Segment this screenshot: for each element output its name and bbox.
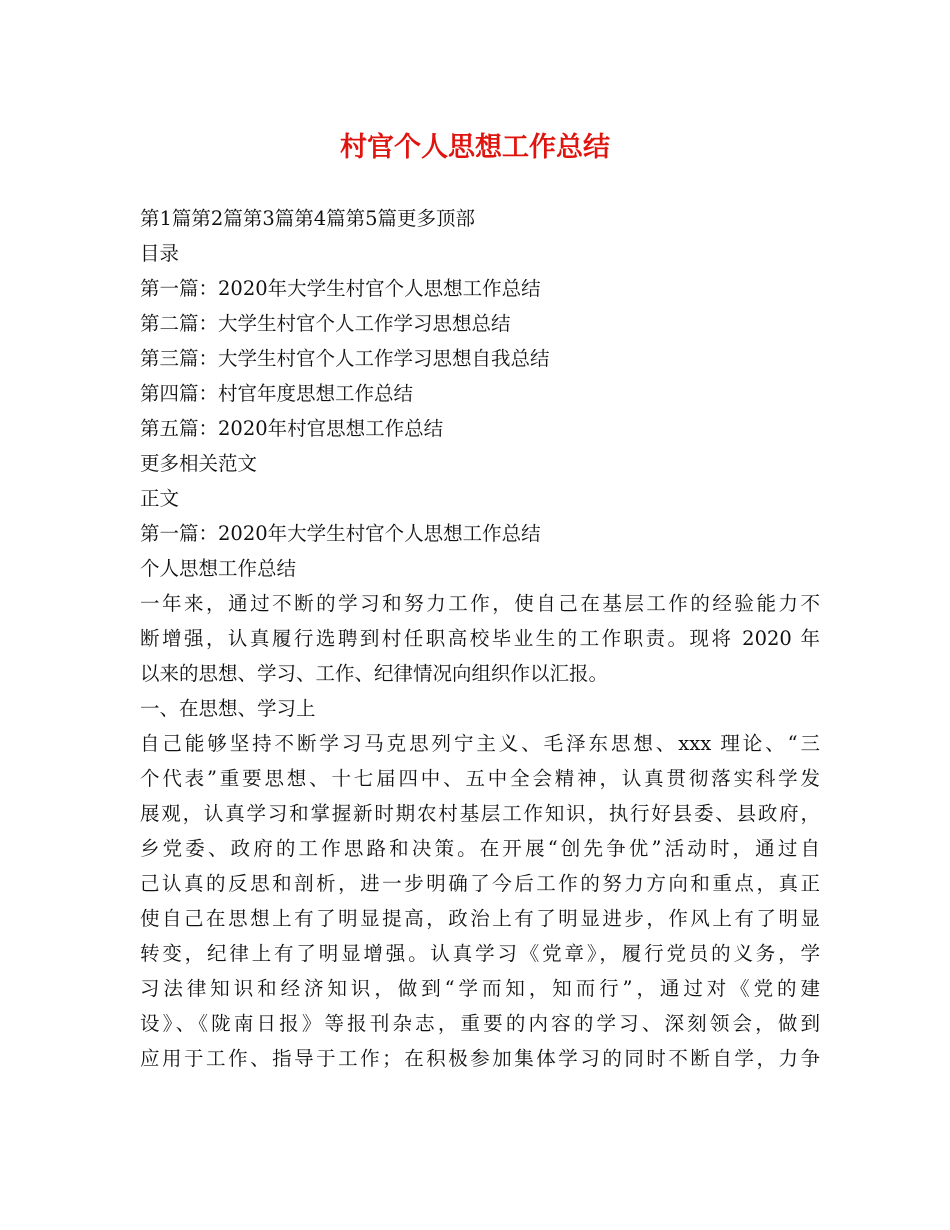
document-body (140, 201, 820, 1076)
paragraph-1-line-3: 以来的思想、学习、工作、纪律情况向组织作以汇报。 (140, 662, 609, 685)
paragraph-2-line-5: 己认真的反思和剖析，进一步明确了今后工作的努力方向和重点，真正 (140, 872, 820, 895)
paragraph-1-line-2: 断增强，认真履行选聘到村任职高校毕业生的工作职责。现将 2020 年 (140, 627, 820, 650)
toc-item-2[interactable]: 第二篇：大学生村官个人工作学习思想总结 (140, 312, 511, 335)
document-title: 村官个人思想工作总结 (340, 132, 610, 163)
paragraph-1-line-1: 一年来，通过不断的学习和努力工作，使自己在基层工作的经验能力不 (140, 592, 820, 615)
more-related-link[interactable]: 更多相关范文 (140, 452, 258, 475)
toc-item-5[interactable]: 第五篇：2020年村官思想工作总结 (140, 417, 444, 440)
paragraph-2-line-9: 设》、《陇南日报》等报刊杂志，重要的内容的学习、深刻领会，做到 (140, 1012, 820, 1035)
paragraph-2-line-3: 展观，认真学习和掌握新时期农村基层工作知识，执行好县委、县政府， (140, 802, 820, 825)
toc-item-1[interactable]: 第一篇：2020年大学生村官个人思想工作总结 (140, 277, 541, 300)
toc-item-3[interactable]: 第三篇：大学生村官个人工作学习思想自我总结 (140, 347, 550, 370)
toc-heading: 目录 (140, 242, 180, 265)
paragraph-2-line-1: 自己能够坚持不断学习马克思列宁主义、毛泽东思想、xxx 理论、“三 (140, 732, 820, 755)
paragraph-2-line-4: 乡党委、政府的工作思路和决策。在开展“创先争优”活动时，通过自 (140, 837, 820, 860)
body-heading: 正文 (140, 487, 180, 510)
toc-item-4[interactable]: 第四篇：村官年度思想工作总结 (140, 382, 414, 405)
paragraph-2-line-7: 转变，纪律上有了明显增强。认真学习《党章》，履行党员的义务，学 (140, 942, 820, 965)
article-title: 第一篇：2020年大学生村官个人思想工作总结 (140, 522, 541, 545)
paragraph-2-line-8: 习法律知识和经济知识，做到“学而知，知而行”，通过对《党的建 (140, 977, 820, 1000)
paragraph-2-line-6: 使自己在思想上有了明显提高，政治上有了明显进步，作风上有了明显 (140, 907, 820, 930)
paragraph-2-line-2: 个代表”重要思想、十七届四中、五中全会精神，认真贯彻落实科学发 (140, 767, 820, 790)
nav-links-line[interactable]: 第1篇第2篇第3篇第4篇第5篇更多顶部 (140, 207, 476, 230)
paragraph-2-line-10: 应用于工作、指导于工作；在积极参加集体学习的同时不断自学，力争 (140, 1047, 820, 1070)
article-subtitle: 个人思想工作总结 (140, 557, 297, 580)
section-1-heading: 一、在思想、学习上 (140, 697, 316, 720)
